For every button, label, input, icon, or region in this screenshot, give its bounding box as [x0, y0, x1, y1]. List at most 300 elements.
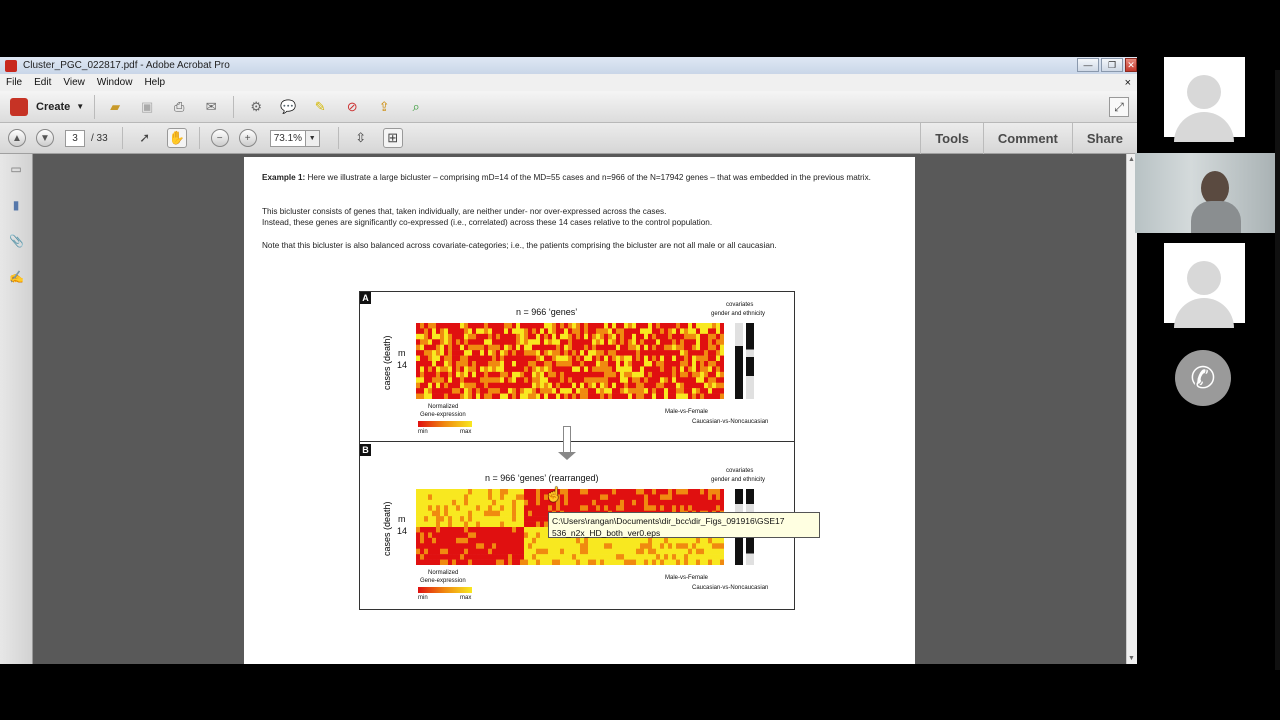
heatmap-cell [476, 554, 480, 560]
scroll-down-icon[interactable]: ▼ [1128, 655, 1135, 662]
heatmap-cell [692, 339, 696, 345]
search-doc-icon[interactable]: ⌕ [412, 98, 420, 114]
heatmap-cell [456, 377, 460, 383]
save-icon[interactable]: ▣ [141, 98, 154, 114]
heatmap-cell [492, 383, 496, 389]
heatmap-cell [500, 527, 504, 533]
heatmap-cell [644, 328, 648, 334]
heatmap-cell [536, 339, 540, 345]
heatmap-cell [444, 532, 448, 538]
heatmap-cell [620, 366, 624, 372]
heatmap-cell [620, 345, 624, 351]
heatmap-cell [664, 500, 668, 506]
heatmap-cell [476, 323, 480, 329]
heatmap-cell [428, 527, 432, 533]
heatmap-cell [712, 560, 716, 565]
heatmap-cell [688, 345, 692, 351]
heatmap-cell [532, 377, 536, 383]
heatmap-cell [524, 543, 528, 549]
menu-edit[interactable]: Edit [34, 77, 52, 88]
heatmap-cell [656, 361, 660, 367]
heatmap-cell [568, 543, 572, 549]
heatmap-cell [512, 328, 516, 334]
heatmap-cell [540, 339, 544, 345]
heatmap-cell [588, 350, 592, 356]
heatmap-cell [548, 549, 552, 555]
heatmap-cell [624, 377, 628, 383]
heatmap-cell [508, 394, 512, 399]
heatmap-cell [620, 377, 624, 383]
restore-button[interactable]: ❐ [1101, 58, 1123, 72]
heatmap-cell [424, 511, 428, 517]
heatmap-cell [460, 356, 464, 362]
heatmap-cell [496, 372, 500, 378]
heatmap-cell [576, 394, 580, 399]
heatmap-cell [704, 356, 708, 362]
heatmap-cell [644, 377, 648, 383]
tooltip-line-2: 536_n2x_HD_both_ver0.eps [552, 528, 661, 538]
heatmap-cell [416, 377, 420, 383]
heatmap-cell [612, 377, 616, 383]
toolbar-divider [233, 96, 234, 118]
heatmap-cell [432, 560, 436, 565]
heatmap-cell [620, 334, 624, 340]
zoom-value[interactable]: 73.1% [270, 130, 306, 147]
heatmap-cell [696, 323, 700, 329]
heatmap-cell [540, 543, 544, 549]
heatmap-cell [640, 372, 644, 378]
heatmap-cell [672, 383, 676, 389]
share-link[interactable]: Share [1072, 123, 1137, 154]
heatmap-cell [620, 339, 624, 345]
settings-icon[interactable]: ⚙ [250, 98, 262, 114]
heatmap-cell [416, 339, 420, 345]
heatmap-cell [568, 361, 572, 367]
heatmap-cell [604, 372, 608, 378]
heatmap-cell [712, 500, 716, 506]
heatmap-cell [572, 560, 576, 565]
heatmap-cell [480, 350, 484, 356]
heatmap-cell [436, 538, 440, 544]
heatmap-cell [592, 489, 596, 495]
heatmap-cell [444, 538, 448, 544]
heatmap-cell [516, 505, 520, 511]
document-close-button[interactable]: × [1124, 76, 1131, 89]
window-title: Cluster_PGC_022817.pdf - Adobe Acrobat Pro [23, 60, 230, 71]
heatmap-cell [576, 549, 580, 555]
heatmap-cell [680, 361, 684, 367]
highlight-icon[interactable]: ✎ [314, 98, 326, 114]
toolbar-divider [199, 127, 200, 149]
participant-tile-1[interactable] [1164, 57, 1245, 137]
comment-icon[interactable]: 💬 [280, 98, 297, 114]
heatmap-cell [492, 500, 496, 506]
heatmap-cell [516, 489, 520, 495]
heatmap-cell [552, 366, 556, 372]
heatmap-cell [420, 361, 424, 367]
heatmap-cell [416, 372, 420, 378]
heatmap-cell [420, 554, 424, 560]
heatmap-cell [540, 377, 544, 383]
heatmap-cell [516, 538, 520, 544]
heatmap-cell [520, 538, 524, 544]
heatmap-cell [656, 339, 660, 345]
heatmap-cell [652, 328, 656, 334]
heatmap-cell [616, 366, 620, 372]
heatmap-cell [508, 345, 512, 351]
scrolling-mode-icon[interactable]: ⇳ [355, 130, 367, 145]
menu-file[interactable]: File [6, 77, 23, 88]
heatmap-cell [432, 323, 436, 329]
heatmap-cell [664, 339, 668, 345]
heatmap-cell [428, 372, 432, 378]
heatmap-cell [536, 377, 540, 383]
heatmap-cell [428, 489, 432, 495]
heatmap-cell [584, 377, 588, 383]
heatmap-cell [528, 350, 532, 356]
heatmap-cell [436, 560, 440, 565]
heatmap-cell [424, 549, 428, 555]
heatmap-cell [468, 366, 472, 372]
heatmap-cell [472, 505, 476, 511]
heatmap-cell [424, 350, 428, 356]
heatmap-cell [708, 543, 712, 549]
heatmap-cell [680, 560, 684, 565]
heatmap-cell [448, 334, 452, 340]
heatmap-cell [464, 494, 468, 500]
heatmap-cell [644, 549, 648, 555]
heatmap-cell [620, 394, 624, 399]
signatures-icon[interactable]: ✍ [9, 270, 24, 284]
page-number-input[interactable]: 3 [65, 130, 85, 147]
comment-link[interactable]: Comment [983, 123, 1072, 154]
heatmap-cell [720, 372, 724, 378]
heatmap-cell [484, 388, 488, 394]
attachments-icon[interactable]: 📎 [9, 234, 24, 248]
heatmap-cell [580, 388, 584, 394]
heatmap-cell [532, 494, 536, 500]
scroll-up-icon[interactable]: ▲ [1128, 156, 1135, 163]
heatmap-cell [656, 328, 660, 334]
menu-help[interactable]: Help [144, 77, 166, 88]
heatmap-cell [532, 366, 536, 372]
heatmap-cell [628, 543, 632, 549]
heatmap-cell [512, 538, 516, 544]
heatmap-cell [456, 372, 460, 378]
heatmap-cell [428, 356, 432, 362]
create-label: Create [36, 100, 71, 113]
heatmap-cell [588, 489, 592, 495]
heatmap-cell [460, 522, 464, 528]
heatmap-cell [532, 339, 536, 345]
select-cursor-icon[interactable]: ➚ [139, 130, 151, 145]
tools-link[interactable]: Tools [920, 123, 983, 154]
heatmap-cell [420, 377, 424, 383]
heatmap-cell [548, 505, 552, 511]
heatmap-cell [648, 505, 652, 511]
heatmap-cell [712, 394, 716, 399]
heatmap-cell [420, 339, 424, 345]
heatmap-cell [516, 372, 520, 378]
heatmap-cell [704, 489, 708, 495]
heatmap-cell [624, 383, 628, 389]
fit-page-icon[interactable]: ⊞ [383, 128, 403, 148]
heatmap-cell [648, 388, 652, 394]
heatmap-cell [708, 328, 712, 334]
heatmap-cell [548, 339, 552, 345]
close-button[interactable]: ✕ [1125, 58, 1137, 72]
heatmap-cell [416, 334, 420, 340]
heatmap-cell [644, 489, 648, 495]
heatmap-cell [456, 361, 460, 367]
heatmap-cell [608, 505, 612, 511]
heatmap-cell [540, 361, 544, 367]
heatmap-cell [652, 549, 656, 555]
heatmap-cell [536, 356, 540, 362]
page-thumbnails-icon[interactable]: ▭ [10, 162, 22, 176]
heatmap-cell [628, 361, 632, 367]
page-total: / 33 [91, 132, 108, 144]
heatmap-cell [676, 377, 680, 383]
heatmap-cell [716, 489, 720, 495]
heatmap-cell [520, 394, 524, 399]
heatmap-cell [708, 372, 712, 378]
heatmap-cell [692, 366, 696, 372]
heatmap-cell [676, 350, 680, 356]
heatmap-cell [632, 366, 636, 372]
heatmap-cell [620, 560, 624, 565]
heatmap-cell [696, 505, 700, 511]
fullscreen-icon[interactable]: ⤢ [1109, 97, 1129, 117]
menu-view[interactable]: View [63, 77, 85, 88]
heatmap-cell [464, 323, 468, 329]
heatmap-cell [708, 394, 712, 399]
heatmap-cell [564, 505, 568, 511]
heatmap-cell [512, 543, 516, 549]
heatmap-cell [448, 394, 452, 399]
heatmap-cell [452, 394, 456, 399]
redact-icon[interactable]: ⊘ [346, 98, 358, 114]
heatmap-cell [488, 500, 492, 506]
heatmap-cell [476, 339, 480, 345]
heatmap-cell [644, 334, 648, 340]
print-icon[interactable]: ⎙ [173, 98, 185, 114]
heatmap-cell [528, 377, 532, 383]
heatmap-cell [544, 372, 548, 378]
heatmap-cell [524, 549, 528, 555]
heatmap-cell [444, 522, 448, 528]
heatmap-cell [476, 372, 480, 378]
email-icon[interactable]: ✉ [205, 98, 217, 114]
heatmap-cell [472, 339, 476, 345]
heatmap-cell [612, 366, 616, 372]
heatmap-cell [520, 543, 524, 549]
participant-video-tile[interactable] [1135, 153, 1275, 233]
minimize-button[interactable]: — [1077, 58, 1099, 72]
heatmap-cell [440, 366, 444, 372]
main-toolbar [0, 91, 1137, 123]
zoom-select[interactable] [270, 130, 320, 147]
heatmap-cell [640, 383, 644, 389]
heatmap-cell [480, 328, 484, 334]
heatmap-cell [680, 345, 684, 351]
heatmap-cell [708, 505, 712, 511]
heatmap-cell [488, 522, 492, 528]
next-page-button[interactable]: ▼ [36, 129, 54, 147]
panel-b-covariates-title: covariates [726, 468, 754, 474]
heatmap-cell [420, 345, 424, 351]
heatmap-cell [544, 350, 548, 356]
heatmap-cell [552, 361, 556, 367]
heatmap-cell [596, 366, 600, 372]
heatmap-cell [616, 361, 620, 367]
heatmap-cell [708, 549, 712, 555]
heatmap-cell [680, 383, 684, 389]
heatmap-cell [628, 339, 632, 345]
heatmap-cell [608, 543, 612, 549]
heatmap-cell [440, 356, 444, 362]
heatmap-cell [712, 543, 716, 549]
zoom-out-button[interactable]: − [211, 129, 229, 147]
heatmap-cell [692, 328, 696, 334]
heatmap-cell [448, 388, 452, 394]
heatmap-cell [536, 323, 540, 329]
heatmap-cell [432, 489, 436, 495]
heatmap-cell [616, 505, 620, 511]
participant-tile-2[interactable] [1164, 243, 1245, 323]
heatmap-cell [428, 500, 432, 506]
heatmap-cell [648, 383, 652, 389]
heatmap-cell [684, 500, 688, 506]
heatmap-cell [692, 500, 696, 506]
previous-page-button[interactable]: ▲ [8, 129, 26, 147]
heatmap-cell [504, 339, 508, 345]
heatmap-cell [468, 339, 472, 345]
heatmap-cell [432, 522, 436, 528]
heatmap-cell [540, 388, 544, 394]
heatmap-cell [464, 388, 468, 394]
heatmap-cell [424, 394, 428, 399]
heatmap-cell [504, 328, 508, 334]
heatmap-cell [420, 500, 424, 506]
heatmap-cell [436, 328, 440, 334]
heatmap-cell [484, 323, 488, 329]
heatmap-cell [684, 554, 688, 560]
heatmap-cell [644, 500, 648, 506]
heatmap-cell [544, 356, 548, 362]
heatmap-cell [648, 377, 652, 383]
heatmap-cell [532, 372, 536, 378]
heatmap-cell [624, 543, 628, 549]
heatmap-cell [520, 339, 524, 345]
heatmap-cell [696, 334, 700, 340]
heatmap-cell [464, 372, 468, 378]
heatmap-cell [524, 377, 528, 383]
heatmap-cell [540, 554, 544, 560]
heatmap-cell [600, 345, 604, 351]
heatmap-cell [452, 511, 456, 517]
heatmap-cell [520, 323, 524, 329]
heatmap-cell [432, 538, 436, 544]
heatmap-cell [436, 339, 440, 345]
heatmap-cell [640, 334, 644, 340]
heatmap-cell [572, 372, 576, 378]
heatmap-cell [472, 377, 476, 383]
heatmap-cell [676, 383, 680, 389]
zoom-in-button[interactable]: + [239, 129, 257, 147]
heatmap-cell [496, 366, 500, 372]
export-icon[interactable]: ⇪ [378, 98, 390, 114]
heatmap-cell [516, 323, 520, 329]
heatmap-cell [712, 489, 716, 495]
heatmap-cell [476, 377, 480, 383]
heatmap-cell [488, 560, 492, 565]
heatmap-cell [424, 494, 428, 500]
heatmap-cell [712, 328, 716, 334]
phone-call-button[interactable] [1175, 350, 1231, 406]
tooltip-line-1: C:\Users\rangan\Documents\dir_bcc\dir_Figs_091916\GSE17 [552, 516, 785, 526]
heatmap-cell [500, 543, 504, 549]
heatmap-cell [560, 383, 564, 389]
heatmap-cell [580, 372, 584, 378]
heatmap-cell [664, 328, 668, 334]
zoom-dropdown-icon[interactable]: ▼ [306, 130, 320, 147]
heatmap-cell [424, 328, 428, 334]
heatmap-cell [500, 394, 504, 399]
heatmap-cell [656, 500, 660, 506]
heatmap-cell [520, 489, 524, 495]
heatmap-cell [512, 383, 516, 389]
heatmap-cell [668, 350, 672, 356]
heatmap-cell [536, 350, 540, 356]
heatmap-cell [480, 516, 484, 522]
heatmap-cell [696, 345, 700, 351]
heatmap-cell [440, 377, 444, 383]
open-folder-icon[interactable]: ▰ [110, 98, 121, 114]
heatmap-cell [576, 505, 580, 511]
heatmap-cell [528, 372, 532, 378]
heatmap-cell [676, 489, 680, 495]
heatmap-cell [680, 549, 684, 555]
heatmap-cell [604, 505, 608, 511]
heatmap-cell [452, 532, 456, 538]
bookmarks-icon[interactable]: ▮ [12, 198, 20, 212]
heatmap-cell [668, 560, 672, 565]
heatmap-cell [676, 334, 680, 340]
heatmap-cell [652, 334, 656, 340]
heatmap-cell [444, 356, 448, 362]
heatmap-cell [604, 494, 608, 500]
bicluster-figure [359, 291, 795, 610]
menu-window[interactable]: Window [96, 77, 133, 88]
heatmap-cell [424, 323, 428, 329]
heatmap-cell [616, 549, 620, 555]
heatmap-cell [544, 543, 548, 549]
heatmap-cell [720, 543, 724, 549]
hand-tool-icon[interactable]: ✋ [167, 128, 187, 148]
heatmap-cell [536, 522, 540, 528]
heatmap-cell [424, 489, 428, 495]
heatmap-cell [680, 394, 684, 399]
heatmap-cell [712, 554, 716, 560]
heatmap-cell [580, 356, 584, 362]
heatmap-cell [432, 334, 436, 340]
heatmap-cell [584, 339, 588, 345]
heatmap-cell [692, 356, 696, 362]
panel-b-legend-min: min [418, 595, 428, 601]
heatmap-cell [712, 339, 716, 345]
create-button[interactable] [10, 95, 95, 119]
